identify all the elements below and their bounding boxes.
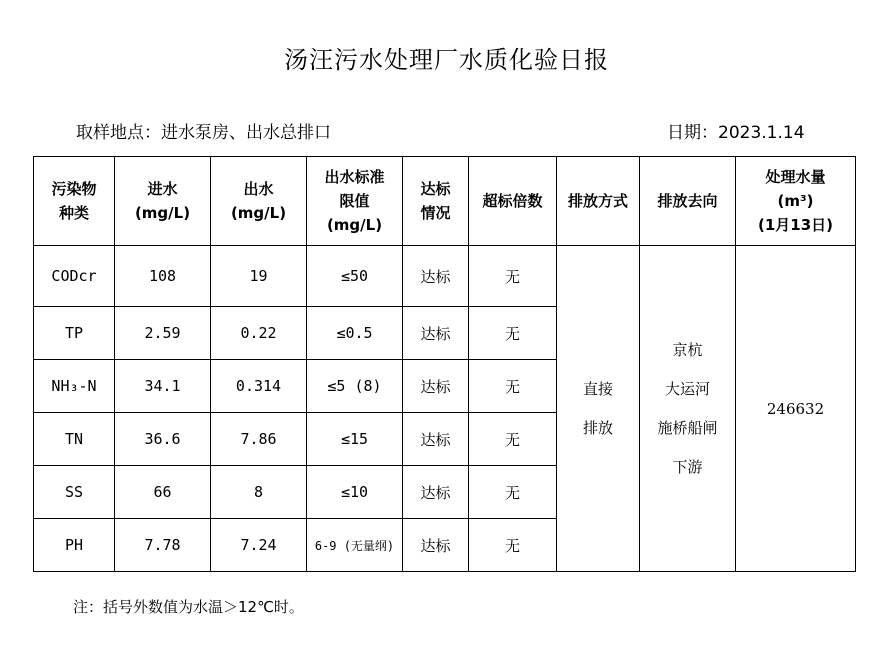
- exceed-multiple: 无: [469, 519, 557, 572]
- compliance-status: 达标: [403, 466, 469, 519]
- effluent-value: 7.86: [211, 413, 307, 466]
- pollutant-name: TP: [34, 307, 115, 360]
- header-limit: 出水标准 限值 (mg/L): [307, 157, 403, 246]
- header-discharge-dest: 排放去向: [640, 157, 736, 246]
- header-row: [34, 157, 856, 246]
- table-row: [34, 246, 856, 307]
- header-pollutant: 污染物 种类: [34, 157, 115, 246]
- compliance-status: 达标: [403, 360, 469, 413]
- discharge-method: 直接 排放: [557, 246, 640, 572]
- compliance-status: 达标: [403, 307, 469, 360]
- exceed-multiple: 无: [469, 246, 557, 307]
- pollutant-name: TN: [34, 413, 115, 466]
- sampling-location: 取样地点：进水泵房、出水总排口: [76, 123, 331, 143]
- exceed-multiple: 无: [469, 466, 557, 519]
- pollutant-name: SS: [34, 466, 115, 519]
- limit-value: ≤15: [307, 413, 403, 466]
- compliance-status: 达标: [403, 246, 469, 307]
- influent-value: 66: [115, 466, 211, 519]
- compliance-status: 达标: [403, 413, 469, 466]
- limit-value: ≤10: [307, 466, 403, 519]
- pollutant-name: NH₃-N: [34, 360, 115, 413]
- exceed-multiple: 无: [469, 307, 557, 360]
- effluent-value: 19: [211, 246, 307, 307]
- header-exceed: 超标倍数: [469, 157, 557, 246]
- treated-volume: 246632: [736, 246, 856, 572]
- influent-value: 7.78: [115, 519, 211, 572]
- influent-value: 36.6: [115, 413, 211, 466]
- limit-value: ≤5 (8): [307, 360, 403, 413]
- header-discharge-method: 排放方式: [557, 157, 640, 246]
- header-effluent: 出水 (mg/L): [211, 157, 307, 246]
- report-date: 日期：2023.1.14: [667, 123, 805, 143]
- compliance-status: 达标: [403, 519, 469, 572]
- header-volume: 处理水量 (m³) (1月13日): [736, 157, 856, 246]
- influent-value: 2.59: [115, 307, 211, 360]
- pollutant-name: CODcr: [34, 246, 115, 307]
- influent-value: 34.1: [115, 360, 211, 413]
- effluent-value: 8: [211, 466, 307, 519]
- footnote: 注：括号外数值为水温＞12℃时。: [73, 598, 304, 616]
- report-title: 汤汪污水处理厂水质化验日报: [284, 46, 609, 74]
- exceed-multiple: 无: [469, 413, 557, 466]
- effluent-value: 0.314: [211, 360, 307, 413]
- limit-value: ≤50: [307, 246, 403, 307]
- pollutant-name: PH: [34, 519, 115, 572]
- influent-value: 108: [115, 246, 211, 307]
- header-influent: 进水 (mg/L): [115, 157, 211, 246]
- limit-value: ≤0.5: [307, 307, 403, 360]
- header-compliance: 达标 情况: [403, 157, 469, 246]
- effluent-value: 7.24: [211, 519, 307, 572]
- limit-value: 6-9 (无量纲): [307, 519, 403, 572]
- effluent-value: 0.22: [211, 307, 307, 360]
- discharge-destination: 京杭 大运河 施桥船闸 下游: [640, 246, 736, 572]
- water-quality-table: [33, 156, 856, 572]
- exceed-multiple: 无: [469, 360, 557, 413]
